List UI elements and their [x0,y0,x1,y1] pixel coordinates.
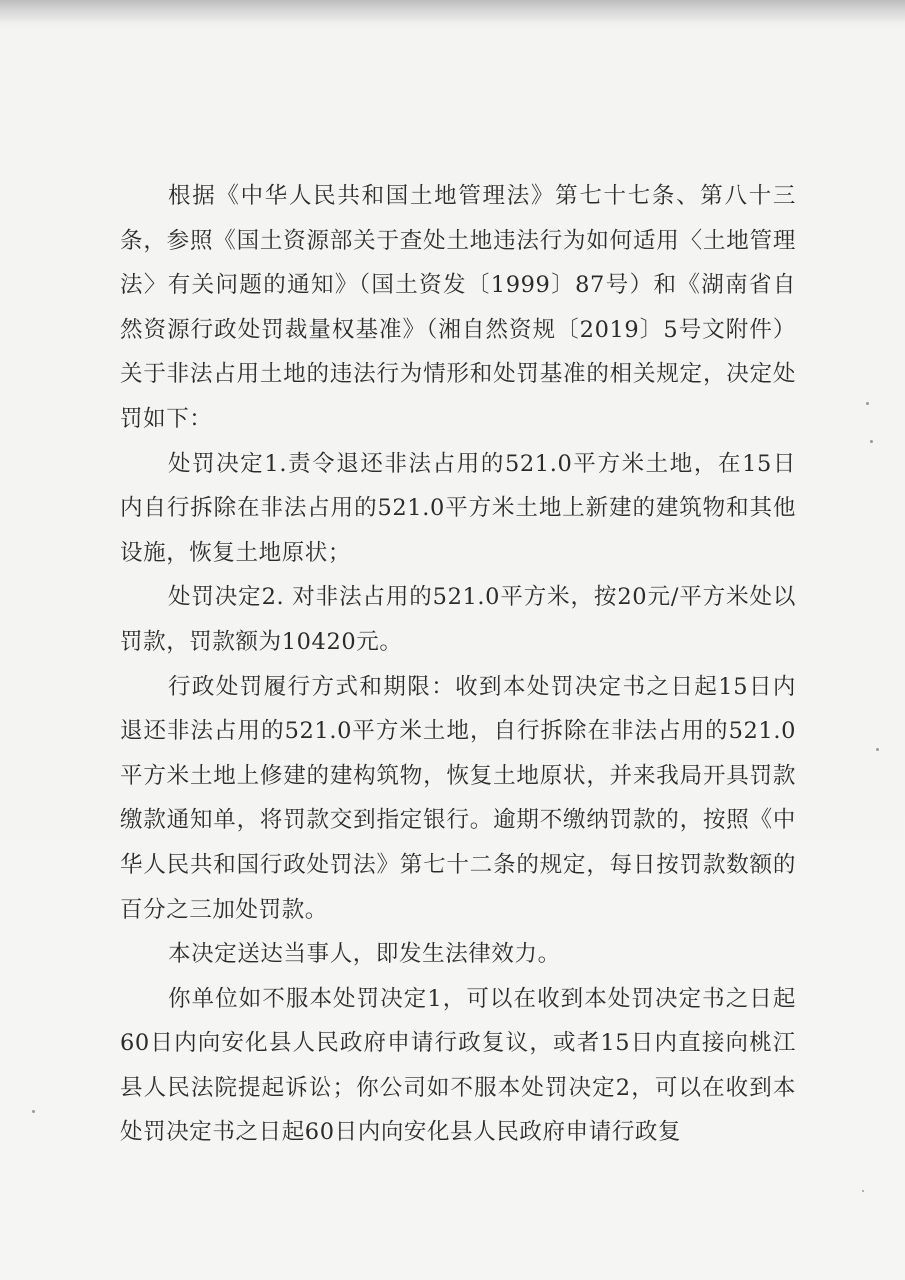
scan-speck [32,1110,35,1113]
paragraph-decision-1: 处罚决定1.责令退还非法占用的521.0平方米土地，在15日内自行拆除在非法占用的521.0平方米土地上新建的建筑物和其他设施，恢复土地原状； [120,450,796,566]
paragraph-appeal-rights: 你单位如不服本处罚决定1，可以在收到本处罚决定书之日起60日内向安化县人民政府申请行政复议，或者15日内直接向桃江县人民法院提起诉讼；你公司如不服本处罚决定2，可以在收到本处罚决定书之日起60日内向安化县人民政府申请行政复 [120,985,796,1146]
paragraph-legal-basis: 根据《中华人民共和国土地管理法》第七十七条、第八十三条，参照《国土资源部关于查处土地违法行为如何适用〈土地管理法〉有关问题的通知》（国土资发〔1999〕87号）和《湖南省自然资源行政处罚裁量权基准》（湘自然资规〔2019〕5号文附件）关于非法占用土地的违法行为情形和处罚基准的相关规定，决定处罚如下： [120,183,796,432]
document-body [120,174,796,1155]
scan-speck [862,1190,864,1192]
scan-speck [866,402,869,405]
paragraph-effectiveness: 本决定送达当事人，即发生法律效力。 [168,941,561,968]
scan-speck [870,440,873,443]
paragraph-decision-2: 处罚决定2. 对非法占用的521.0平方米，按20元/平方米处以罚款，罚款额为10420元。 [120,584,796,655]
scan-speck [876,748,879,751]
paragraph-enforcement-terms: 行政处罚履行方式和期限：收到本处罚决定书之日起15日内退还非法占用的521.0平方米土地，自行拆除在非法占用的521.0平方米土地上修建的建构筑物，恢复土地原状，并来我局开具罚款缴款通知单，将罚款交到指定银行。逾期不缴纳罚款的，按照《中华人民共和国行政处罚法》第七十二条的规定，每日按罚款数额的百分之三加处罚款。 [120,673,796,923]
scan-top-edge [0,0,905,22]
